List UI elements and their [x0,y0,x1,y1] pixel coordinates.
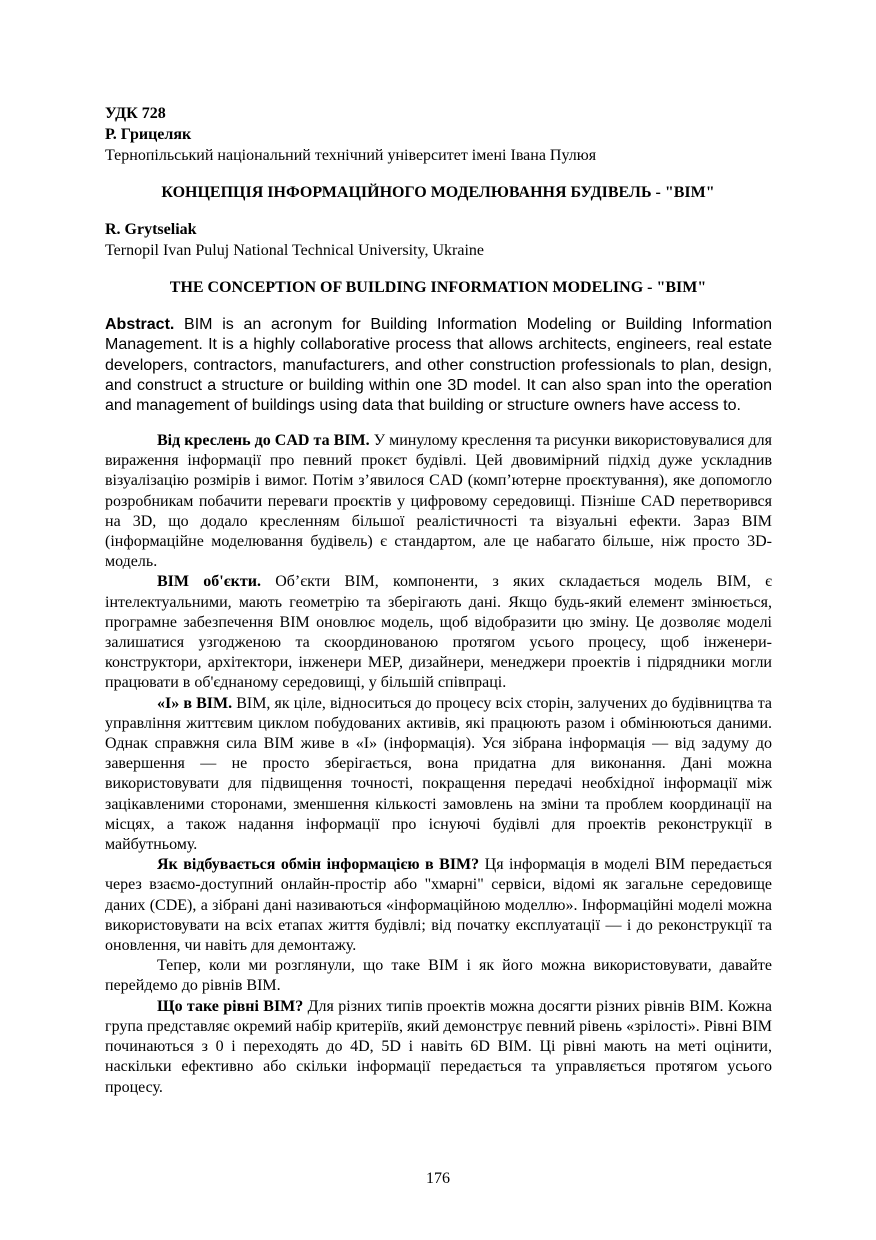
section-text: У минулому креслення та рисунки використовувалися для вираження інформації про певний прокєт будівлі. Цей двовимірний підхід дуже ускладнив візуалізацію розмірів і вимог. Потім з’явилося CAD (комп’ютерне проєктування), яке допомогло розробникам побачити переваги проєктів у цифровому середовищі. Пізніше CAD перетворився на 3D, що додало кресленням більшої реалістичності та візуальні ефекти. Зараз BIM (інформаційне моделювання будівель) є стандартом, але це набагато більше, ніж просто 3D-модель. [105,432,773,571]
section-bim-levels [105,997,772,1098]
section-heading: Від креслень до CAD та BIM. [157,432,370,449]
affiliation-ua: Тернопільський національний технічний університет імені Івана Пулюя [105,147,597,164]
section-transition [105,956,772,996]
section-bim-objects [105,572,772,693]
author-en: R. Grytseliak [105,221,197,238]
section-heading: «I» в BIM. [157,694,233,712]
page-number: 176 [426,1170,450,1187]
section-heading: Що таке рівні BIM? [157,997,304,1015]
abstract-text: BIM is an acronym for Building Information Modeling or Building Information Management. It is a highly collaborative process that allows architects, engineers, real estate developers, contractors, manufacturers, and other construction professionals to plan, design, and construct a structure or building within one 3D model. It can also span into the operation and management of buildings using data that building or structure owners have access to. [105,316,772,415]
abstract [105,315,772,416]
section-heading: Як відбувається обмін інформацією в BIM? [157,856,480,874]
section-heading: BIM об'єкти. [157,573,261,591]
udk-code: УДК 728 [105,105,166,122]
body-text [105,431,772,1098]
section-text: Тепер, коли ми розглянули, що таке BIM і як його можна використовувати, давайте перейдемо до рівнів BIM. [105,957,772,995]
section-text: BIM, як ціле, відноситься до процесу всіх сторін, залучених до будівництва та управління життєвим циклом побудованих активів, які працюють разом і обмінюються даними. Однак справжня сила BIM живе в «I» (інформація). Уся зібрана інформація — від задуму до завершення — не просто зберігається, вона придатна для виконання. Дані можна використовувати для підвищення точності, покращення передачі необхідної інформації між зацікавленими сторонами, зменшення кількості замовлень на зміни та проблем координації на місцях, а також надання інформації про існуючі будівлі для проектів реконструкції в майбутньому. [105,694,772,854]
title-en: THE CONCEPTION OF BUILDING INFORMATION MODELING - "BIM" [169,279,707,296]
title-ua: КОНЦЕПЦІЯ ІНФОРМАЦІЙНОГО МОДЕЛЮВАННЯ БУДІВЕЛЬ - "BIM" [161,184,715,201]
section-i-in-bim [105,694,772,856]
abstract-label: Abstract. [105,316,175,333]
section-text: Для різних типів проектів можна досягти різних рівнів BIM. Кожна група представляє окремий набір критеріїв, який демонструє певний рівень «зрілості». Рівні BIM починаються з 0 і переходять до 4D, 5D і навіть 6D BIM. Ці рівні мають на меті оцінити, наскільки ефективно або скільки інформації передається та управляється протягом усього процесу. [105,997,772,1096]
section-cad-bim [105,431,772,572]
affiliation-en: Ternopil Ivan Puluj National Technical University, Ukraine [105,242,484,259]
section-info-exchange [105,855,772,956]
section-text: Об’єкти BIM, компоненти, з яких складається модель BIM, є інтелектуальними, мають геометрію та зберігають дані. Якщо будь-який елемент змінюється, програмне забезпечення BIM оновлює модель, щоб відобразити цю зміну. Це дозволяє моделі залишатися узгодженою та скоординованою протягом усього процесу, щоб інженери-конструктори, архітектори, інженери MEP, дизайнери, менеджери проектів і підрядники могли працювати в об'єднаному середовищі, у більшій співпраці. [105,573,773,692]
author-ua: Р. Грицеляк [105,126,192,143]
section-text: Ця інформація в моделі BIM передається через взаємо-доступний онлайн-простір або "хмарні" сервіси, відомі як загальне середовище даних (CDE), а зібрані дані називаються «інформаційною моделлю». Інформаційні моделі можна використовувати на всіх етапах життя будівлі; від початку експлуатації — і до реконструкції та оновлення, чи навіть для демонтажу. [105,856,773,955]
